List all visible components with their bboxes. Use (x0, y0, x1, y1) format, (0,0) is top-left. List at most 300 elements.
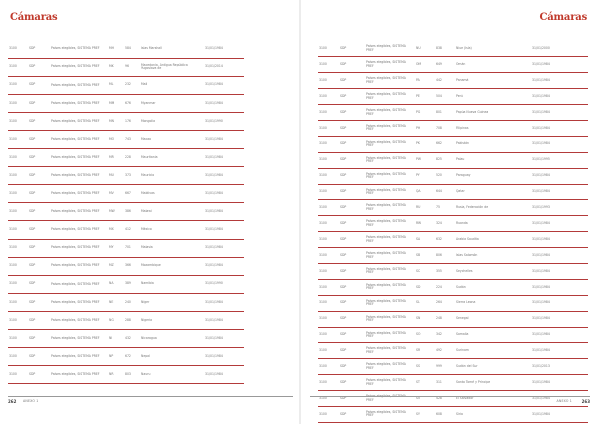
table-row (8, 130, 244, 148)
regime-cell: SDP (339, 105, 365, 121)
category-cell: Países elegibles, SISTEMA PREF (365, 41, 415, 57)
regime-cell: SDP (28, 40, 50, 58)
regime-cell: SDP (28, 239, 50, 257)
regime-cell: SDP (339, 311, 365, 327)
country-cell: Mali (140, 76, 204, 94)
iso-cell: RU (415, 200, 435, 216)
date-cell: 31/01/1990 (204, 275, 244, 293)
country-cell: Niue (Isla) (455, 41, 531, 57)
category-cell: Países elegibles, SISTEMA PREF (50, 94, 108, 112)
iso-cell: SL (415, 295, 435, 311)
country-cell: Maldivas (140, 185, 204, 203)
table-row (318, 359, 588, 375)
regime-cell: SDP (339, 120, 365, 136)
code-cell: 3100 (8, 348, 28, 366)
iso-cell: MV (108, 185, 124, 203)
country-cell: Mauritania (140, 149, 204, 167)
numeric-code-cell: 838 (435, 41, 455, 57)
regime-cell: SDP (28, 366, 50, 384)
numeric-code-cell: 176 (124, 112, 140, 130)
code-cell: 3100 (8, 185, 28, 203)
regime-cell: SDP (28, 293, 50, 311)
regime-cell: SDP (339, 184, 365, 200)
category-cell: Países elegibles, SISTEMA PREF (365, 295, 415, 311)
iso-cell: SY (415, 406, 435, 422)
footer-left (8, 396, 293, 404)
numeric-code-cell: 701 (124, 239, 140, 257)
iso-cell: PA (415, 73, 435, 89)
camaras-logo: Cámaras (539, 12, 587, 23)
date-cell: 31/01/1995 (531, 152, 588, 168)
numeric-code-cell: 442 (435, 73, 455, 89)
table-row (318, 73, 588, 89)
table-body-left (8, 40, 244, 384)
regime-cell: SDP (28, 130, 50, 148)
country-cell: Nauru (140, 366, 204, 384)
iso-cell: MX (108, 221, 124, 239)
code-cell: 3100 (318, 406, 339, 422)
country-cell: Macedonia, Antigua República Yugoslava de (140, 58, 204, 76)
date-cell: 31/01/1984 (204, 239, 244, 257)
numeric-code-cell: 428 (435, 391, 455, 407)
code-cell: 3100 (318, 391, 339, 407)
code-cell: 3100 (8, 40, 28, 58)
numeric-code-cell: 355 (435, 263, 455, 279)
iso-cell: SD (415, 279, 435, 295)
code-cell: 3100 (318, 152, 339, 168)
regime-cell: SDP (28, 167, 50, 185)
regime-cell: SDP (339, 136, 365, 152)
country-cell: Ruanda (455, 216, 531, 232)
category-cell: Países elegibles, SISTEMA PREF (50, 130, 108, 148)
regime-cell: SDP (28, 58, 50, 76)
regime-cell: SDP (28, 112, 50, 130)
date-cell: 31/01/1984 (204, 167, 244, 185)
table-row (318, 168, 588, 184)
country-cell: El Salvador (455, 391, 531, 407)
date-cell: 31/01/1984 (204, 185, 244, 203)
country-cell: Sudán (455, 279, 531, 295)
table-row (8, 149, 244, 167)
numeric-code-cell: 644 (435, 184, 455, 200)
date-cell: 31/01/1984 (531, 89, 588, 105)
category-cell: Países elegibles, SISTEMA PREF (365, 120, 415, 136)
table-row (318, 232, 588, 248)
table-row (8, 330, 244, 348)
date-cell: 31/01/1984 (204, 76, 244, 94)
date-cell: 31/01/1984 (204, 221, 244, 239)
regime-cell: SDP (339, 200, 365, 216)
country-cell: Arabia Saudita (455, 232, 531, 248)
iso-cell: MH (108, 40, 124, 58)
regime-cell: SDP (28, 76, 50, 94)
iso-cell: NE (108, 293, 124, 311)
country-cell: Islas Salomón (455, 248, 531, 264)
category-cell: Países elegibles, SISTEMA PREF (365, 391, 415, 407)
numeric-code-cell: 999 (435, 359, 455, 375)
code-cell: 3100 (8, 58, 28, 76)
date-cell: 31/01/1984 (204, 293, 244, 311)
regime-cell: SDP (339, 57, 365, 73)
country-cell: Nicaragua (140, 330, 204, 348)
date-cell: 31/01/1984 (531, 57, 588, 73)
regime-cell: SDP (339, 359, 365, 375)
numeric-code-cell: 632 (435, 232, 455, 248)
regime-cell: SDP (28, 149, 50, 167)
table-row (8, 221, 244, 239)
category-cell: Países elegibles, SISTEMA PREF (365, 73, 415, 89)
annex-label-left: ANEXO 1 (23, 399, 39, 404)
category-cell: Países elegibles, SISTEMA PREF (50, 311, 108, 329)
iso-cell: SR (415, 343, 435, 359)
numeric-code-cell: 248 (435, 311, 455, 327)
table-row (318, 295, 588, 311)
category-cell: Países elegibles, SISTEMA PREF (365, 311, 415, 327)
regime-cell: SDP (339, 168, 365, 184)
numeric-code-cell: 386 (124, 203, 140, 221)
date-cell: 31/01/1984 (204, 366, 244, 384)
code-cell: 3100 (8, 275, 28, 293)
table-row (8, 185, 244, 203)
code-cell: 3100 (318, 232, 339, 248)
regime-cell: SDP (339, 73, 365, 89)
date-cell: 31/01/1984 (531, 311, 588, 327)
date-cell: 31/01/1984 (531, 343, 588, 359)
category-cell: Países elegibles, SISTEMA PREF (50, 257, 108, 275)
date-cell: 31/01/1984 (204, 311, 244, 329)
iso-cell: MN (108, 112, 124, 130)
code-cell: 3100 (318, 295, 339, 311)
footer-right (310, 396, 590, 404)
right-page (300, 0, 600, 424)
table-row (8, 94, 244, 112)
category-cell: Países elegibles, SISTEMA PREF (365, 232, 415, 248)
table-row (318, 327, 588, 343)
table-row (318, 311, 588, 327)
category-cell: Países elegibles, SISTEMA PREF (365, 184, 415, 200)
code-cell: 3100 (318, 168, 339, 184)
category-cell: Países elegibles, SISTEMA PREF (50, 112, 108, 130)
date-cell: 31/01/1984 (531, 279, 588, 295)
numeric-code-cell: 667 (124, 185, 140, 203)
regime-cell: SDP (28, 94, 50, 112)
country-cell: Macao (140, 130, 204, 148)
date-cell: 31/01/1984 (204, 94, 244, 112)
category-cell: Países elegibles, SISTEMA PREF (50, 167, 108, 185)
numeric-code-cell: 288 (124, 311, 140, 329)
country-cell: Rusia, Federación de (455, 200, 531, 216)
category-cell: Países elegibles, SISTEMA PREF (50, 185, 108, 203)
code-cell: 3100 (8, 94, 28, 112)
category-cell: Países elegibles, SISTEMA PREF (50, 58, 108, 76)
code-cell: 3100 (318, 327, 339, 343)
iso-cell: QA (415, 184, 435, 200)
iso-cell: MY (108, 239, 124, 257)
code-cell: 3100 (8, 112, 28, 130)
code-cell: 3100 (318, 311, 339, 327)
numeric-code-cell: 96 (124, 58, 140, 76)
code-cell: 3100 (318, 136, 339, 152)
page-number-left: 262 (8, 399, 17, 404)
regime-cell: SDP (28, 348, 50, 366)
country-cell: Nigeria (140, 311, 204, 329)
numeric-code-cell: 432 (124, 330, 140, 348)
table-row (318, 57, 588, 73)
regime-cell: SDP (339, 216, 365, 232)
category-cell: Países elegibles, SISTEMA PREF (365, 200, 415, 216)
date-cell: 31/01/1984 (531, 184, 588, 200)
code-cell: 3100 (318, 105, 339, 121)
iso-cell: ML (108, 76, 124, 94)
regime-cell: SDP (339, 295, 365, 311)
regime-cell: SDP (28, 275, 50, 293)
country-cell: Seychelles (455, 263, 531, 279)
iso-cell: SN (415, 311, 435, 327)
numeric-code-cell: 342 (435, 327, 455, 343)
table-row (8, 167, 244, 185)
numeric-code-cell: 803 (124, 366, 140, 384)
category-cell: Países elegibles, SISTEMA PREF (365, 57, 415, 73)
country-cell: Pakistán (455, 136, 531, 152)
iso-cell: SA (415, 232, 435, 248)
country-cell: Sierra Leona (455, 295, 531, 311)
iso-cell: SV (415, 391, 435, 407)
table-row (318, 184, 588, 200)
category-cell: Países elegibles, SISTEMA PREF (50, 293, 108, 311)
category-cell: Países elegibles, SISTEMA PREF (50, 330, 108, 348)
table-row (318, 105, 588, 121)
numeric-code-cell: 264 (435, 295, 455, 311)
category-cell: Países elegibles, SISTEMA PREF (365, 152, 415, 168)
category-cell: Países elegibles, SISTEMA PREF (50, 203, 108, 221)
code-cell: 3100 (8, 293, 28, 311)
regime-cell: SDP (28, 185, 50, 203)
date-cell: 31/01/1984 (531, 73, 588, 89)
numeric-code-cell: 743 (124, 130, 140, 148)
category-cell: Países elegibles, SISTEMA PREF (365, 279, 415, 295)
iso-cell: NP (108, 348, 124, 366)
numeric-code-cell: 608 (435, 406, 455, 422)
iso-cell: PE (415, 89, 435, 105)
annex-label-right: ANEXO 1 (556, 399, 572, 404)
iso-cell: MW (108, 203, 124, 221)
code-cell: 3100 (8, 130, 28, 148)
iso-cell: PH (415, 120, 435, 136)
category-cell: Países elegibles, SISTEMA PREF (50, 239, 108, 257)
numeric-code-cell: 412 (124, 221, 140, 239)
table-row (8, 293, 244, 311)
code-cell: 3100 (8, 167, 28, 185)
code-cell: 3100 (318, 248, 339, 264)
iso-cell: SB (415, 248, 435, 264)
country-cell: Níger (140, 293, 204, 311)
date-cell: 31/01/1984 (531, 375, 588, 391)
regime-cell: SDP (28, 203, 50, 221)
country-cell: México (140, 221, 204, 239)
regime-cell: SDP (28, 257, 50, 275)
code-cell: 3100 (8, 311, 28, 329)
iso-cell: MO (108, 130, 124, 148)
date-cell: 31/01/1984 (204, 40, 244, 58)
table-row (8, 257, 244, 275)
category-cell: Países elegibles, SISTEMA PREF (365, 89, 415, 105)
country-cell: Namibia (140, 275, 204, 293)
country-cell: Myanmar (140, 94, 204, 112)
camaras-logo: Cámaras (10, 12, 58, 23)
iso-cell: MZ (108, 257, 124, 275)
table-row (318, 200, 588, 216)
category-cell: Países elegibles, SISTEMA PREF (365, 168, 415, 184)
table-row (318, 120, 588, 136)
iso-cell: ST (415, 375, 435, 391)
iso-cell: NG (108, 311, 124, 329)
regime-cell: SDP (339, 41, 365, 57)
code-cell: 3100 (318, 73, 339, 89)
regime-cell: SDP (339, 391, 365, 407)
country-cell: Panamá (455, 73, 531, 89)
code-cell: 3100 (318, 57, 339, 73)
regime-cell: SDP (339, 232, 365, 248)
country-cell: Mongolia (140, 112, 204, 130)
iso-cell: MM (108, 94, 124, 112)
category-cell: Países elegibles, SISTEMA PREF (365, 248, 415, 264)
numeric-code-cell: 75 (435, 200, 455, 216)
date-cell: 31/01/1990 (204, 112, 244, 130)
date-cell: 31/01/1984 (531, 263, 588, 279)
category-cell: Países elegibles, SISTEMA PREF (50, 76, 108, 94)
table-row (8, 112, 244, 130)
code-cell: 3100 (8, 149, 28, 167)
code-cell: 3100 (318, 263, 339, 279)
date-cell: 31/01/1984 (531, 120, 588, 136)
category-cell: Países elegibles, SISTEMA PREF (50, 275, 108, 293)
country-cell: Mauricio (140, 167, 204, 185)
code-cell: 3100 (318, 359, 339, 375)
table-row (318, 406, 588, 422)
numeric-code-cell: 240 (124, 293, 140, 311)
date-cell: 31/01/1984 (531, 406, 588, 422)
country-cell: Palau (455, 152, 531, 168)
numeric-code-cell: 672 (124, 348, 140, 366)
table-row (8, 239, 244, 257)
regime-cell: SDP (339, 152, 365, 168)
category-cell: Países elegibles, SISTEMA PREF (50, 221, 108, 239)
regime-cell: SDP (339, 406, 365, 422)
regime-cell: SDP (339, 89, 365, 105)
regime-cell: SDP (28, 311, 50, 329)
table-row (318, 152, 588, 168)
country-cell: Papúa Nueva Guinea (455, 105, 531, 121)
country-cell: Senegal (455, 311, 531, 327)
date-cell: 31/01/2014 (204, 58, 244, 76)
iso-cell: NI (108, 330, 124, 348)
regime-cell: SDP (339, 263, 365, 279)
table-row (8, 58, 244, 76)
date-cell: 31/01/1984 (204, 330, 244, 348)
code-cell: 3100 (318, 375, 339, 391)
numeric-code-cell: 584 (124, 40, 140, 58)
numeric-code-cell: 676 (124, 94, 140, 112)
iso-cell: NR (108, 366, 124, 384)
date-cell: 31/01/2013 (531, 359, 588, 375)
date-cell: 31/01/1993 (531, 200, 588, 216)
iso-cell: SC (415, 263, 435, 279)
table-row (8, 203, 244, 221)
iso-cell: NU (415, 41, 435, 57)
code-cell: 3100 (318, 184, 339, 200)
numeric-code-cell: 492 (435, 343, 455, 359)
iso-cell: PG (415, 105, 435, 121)
date-cell: 31/01/1984 (204, 130, 244, 148)
code-cell: 3100 (318, 89, 339, 105)
code-cell: 3100 (318, 279, 339, 295)
numeric-code-cell: 520 (435, 168, 455, 184)
category-cell: Países elegibles, SISTEMA PREF (365, 343, 415, 359)
numeric-code-cell: 324 (435, 216, 455, 232)
date-cell: 31/01/1984 (531, 248, 588, 264)
table-row (8, 348, 244, 366)
category-cell: Países elegibles, SISTEMA PREF (50, 348, 108, 366)
page-number-right: 263 (581, 399, 590, 404)
regime-cell: SDP (28, 330, 50, 348)
date-cell: 31/01/1984 (531, 232, 588, 248)
code-cell: 3100 (8, 330, 28, 348)
country-cell: Nepal (140, 348, 204, 366)
iso-cell: MU (108, 167, 124, 185)
table-body-right (318, 41, 588, 422)
table-row (8, 275, 244, 293)
date-cell: 31/01/1984 (531, 136, 588, 152)
country-cell: Filipinas (455, 120, 531, 136)
date-cell: 31/01/1984 (531, 295, 588, 311)
code-cell: 3100 (318, 120, 339, 136)
country-cell: Perú (455, 89, 531, 105)
code-cell: 3100 (318, 216, 339, 232)
country-cell: Omán (455, 57, 531, 73)
table-row (318, 136, 588, 152)
date-cell: 31/01/2000 (531, 41, 588, 57)
numeric-code-cell: 649 (435, 57, 455, 73)
category-cell: Países elegibles, SISTEMA PREF (50, 149, 108, 167)
numeric-code-cell: 662 (435, 136, 455, 152)
country-cell: Somalia (455, 327, 531, 343)
table-row (8, 366, 244, 384)
date-cell: 31/01/1984 (204, 257, 244, 275)
numeric-code-cell: 825 (435, 152, 455, 168)
date-cell: 31/01/1984 (204, 203, 244, 221)
iso-cell: MR (108, 149, 124, 167)
numeric-code-cell: 366 (124, 257, 140, 275)
table-row (8, 40, 244, 58)
country-cell: Islas Marshall (140, 40, 204, 58)
category-cell: Países elegibles, SISTEMA PREF (365, 327, 415, 343)
category-cell: Países elegibles, SISTEMA PREF (365, 105, 415, 121)
country-cell: Mozambique (140, 257, 204, 275)
table-row (318, 279, 588, 295)
category-cell: Países elegibles, SISTEMA PREF (365, 216, 415, 232)
iso-cell: PY (415, 168, 435, 184)
iso-cell: OM (415, 57, 435, 73)
category-cell: Países elegibles, SISTEMA PREF (365, 359, 415, 375)
numeric-code-cell: 228 (124, 149, 140, 167)
date-cell: 31/01/1984 (531, 168, 588, 184)
date-cell: 31/01/1984 (204, 348, 244, 366)
country-cell: Paraguay (455, 168, 531, 184)
date-cell: 31/01/1984 (204, 149, 244, 167)
table-row (318, 343, 588, 359)
code-cell: 3100 (318, 41, 339, 57)
table-row (318, 89, 588, 105)
